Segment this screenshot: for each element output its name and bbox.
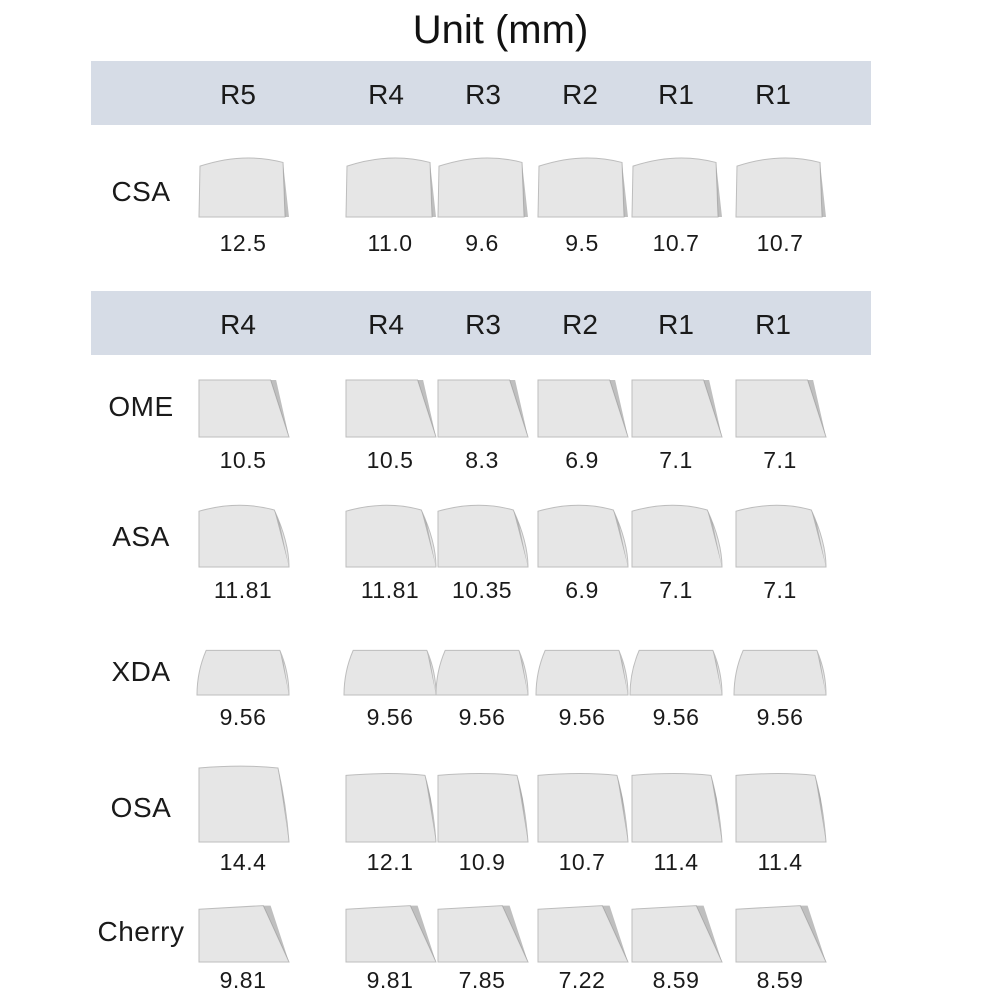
page-title: Unit (mm) [412,8,589,52]
keycap-icon [436,505,528,567]
keycap-icon [630,768,722,842]
column-header: R3 [465,79,501,110]
column-header: R2 [562,79,598,110]
keycap-icon [344,648,436,695]
height-value: 10.7 [558,849,606,875]
keycap-icon [344,155,436,217]
height-value: 11.0 [367,230,413,256]
height-value: 6.9 [565,447,599,473]
column-header: R4 [368,309,404,340]
keycap-icon [436,648,528,695]
keycap-icon [734,378,826,437]
profile-name-osa: OSA [110,792,172,823]
profile-name-ome: OME [108,391,174,422]
height-value: 10.5 [219,447,267,473]
column-header: R5 [220,79,256,110]
height-value: 9.56 [652,704,700,730]
keycap-icon [536,768,628,842]
keycap-icon [436,378,528,437]
height-value: 9.81 [366,967,414,993]
height-value: 9.56 [366,704,414,730]
keycap-icon [344,768,436,842]
height-value: 11.4 [653,849,699,875]
column-header: R1 [658,309,694,340]
height-value: 11.81 [213,577,273,603]
column-header: R4 [368,79,404,110]
keycap-icon [197,378,289,437]
keycap-icon [630,505,722,567]
height-value: 9.5 [565,230,599,256]
keycap-icon [197,155,289,217]
height-value: 7.1 [763,577,797,603]
height-value: 9.56 [458,704,506,730]
height-value: 7.1 [659,577,693,603]
keycap-icon [630,155,722,217]
height-value: 9.56 [558,704,606,730]
column-header: R4 [220,309,256,340]
keycap-icon [536,505,628,567]
height-value: 7.22 [558,967,606,993]
height-value: 7.1 [763,447,797,473]
height-value: 7.1 [659,447,693,473]
profile-name-asa: ASA [112,521,170,552]
keycap-icon [630,902,722,962]
height-value: 10.35 [451,577,513,603]
profile-name-cherry: Cherry [97,916,185,947]
keycap-icon [197,648,289,695]
keycap-icon [734,768,826,842]
height-value: 8.59 [756,967,804,993]
keycap-icon [197,902,289,962]
profile-name-csa: CSA [111,176,171,207]
keycap-icon [734,648,826,695]
column-header: R1 [755,79,791,110]
height-value: 9.81 [219,967,267,993]
keycap-icon [630,378,722,437]
height-value: 7.85 [458,967,506,993]
keycap-icon [197,505,289,567]
profile-name-xda: XDA [111,656,171,687]
keycap-icon [436,155,528,217]
height-value: 12.1 [366,849,414,875]
keycap-icon [536,902,628,962]
height-value: 9.6 [465,230,499,256]
height-value: 10.9 [458,849,506,875]
keycap-icon [344,505,436,567]
height-value: 10.7 [756,230,804,256]
height-value: 12.5 [219,230,267,256]
height-value: 14.4 [219,849,267,875]
keycap-icon [734,902,826,962]
keycap-icon [344,378,436,437]
keycap-icon [436,902,528,962]
keycap-icon [536,648,628,695]
height-value: 8.59 [652,967,700,993]
keycap-icon [536,378,628,437]
keycap-icon [734,505,826,567]
keycap-icon [436,768,528,842]
column-header: R1 [755,309,791,340]
height-value: 11.4 [757,849,803,875]
height-value: 10.7 [652,230,700,256]
column-header: R1 [658,79,694,110]
column-header: R3 [465,309,501,340]
keycap-icon [536,155,628,217]
height-value: 8.3 [465,447,499,473]
column-header: R2 [562,309,598,340]
height-value: 6.9 [565,577,599,603]
keycap-icon [344,902,436,962]
keycap-icon [630,648,722,695]
height-value: 10.5 [366,447,414,473]
keycap-icon [734,155,826,217]
height-value: 9.56 [219,704,267,730]
height-value: 9.56 [756,704,804,730]
keycap-icon [197,768,289,842]
height-value: 11.81 [360,577,420,603]
